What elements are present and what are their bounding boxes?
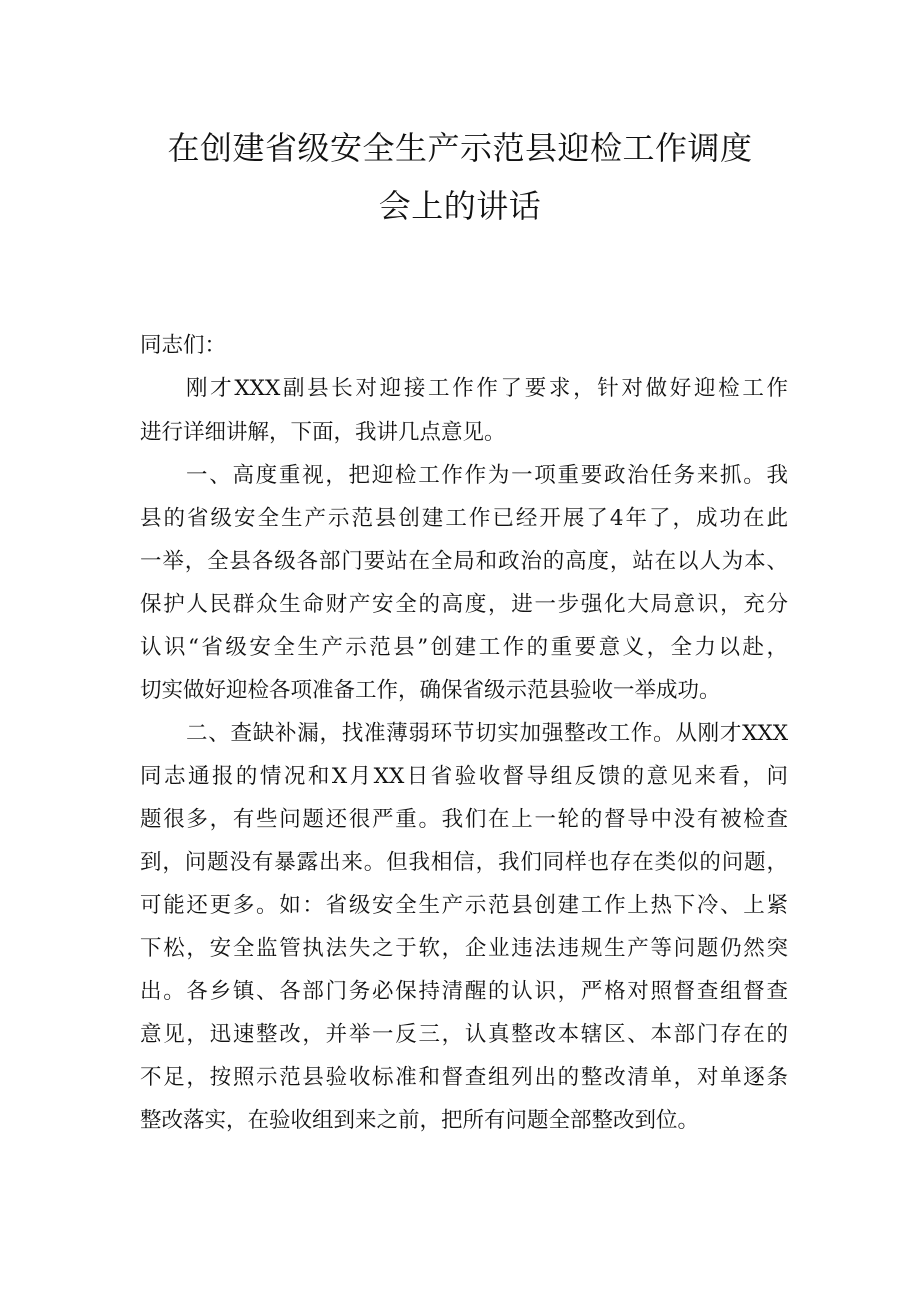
paragraph-line: 保护人民群众生命财产安全的高度，进一步强化大局意识，充分 (140, 592, 788, 617)
title-line-2: 会上的讲话 (378, 187, 542, 225)
paragraph-line: 题很多，有些问题还很严重。我们在上一轮的督导中没有被检查 (140, 807, 788, 832)
paragraph-line: 县的省级安全生产示范县创建工作已经开展了4年了，成功在此 (140, 506, 788, 531)
paragraph-line: 一举，全县各级各部门要站在全局和政治的高度，站在以人为本、 (140, 549, 788, 574)
salutation: 同志们： (140, 333, 227, 358)
paragraph-line: 整改落实，在验收组到来之前，把所有问题全部整改到位。 (140, 1108, 700, 1133)
paragraph-line: 一、高度重视，把迎检工作作为一项重要政治任务来抓。我 (186, 463, 788, 488)
title-line-1: 在创建省级安全生产示范县迎检工作调度 (167, 129, 753, 167)
paragraph-line: 进行详细讲解，下面，我讲几点意见。 (140, 420, 506, 445)
paragraph-line: 意见，迅速整改，并举一反三，认真整改本辖区、本部门存在的 (140, 1022, 788, 1047)
paragraph-line: 刚才XXX副县长对迎接工作作了要求，针对做好迎检工作 (186, 376, 788, 401)
paragraph-line: 二、查缺补漏，找准薄弱环节切实加强整改工作。从刚才XXX (186, 721, 788, 746)
paragraph-line: 不足，按照示范县验收标准和督查组列出的整改清单，对单逐条 (140, 1065, 788, 1090)
paragraph-line: 切实做好迎检各项准备工作，确保省级示范县验收一举成功。 (140, 678, 721, 703)
paragraph-line: 下松，安全监管执法失之于软，企业违法违规生产等问题仍然突 (140, 936, 788, 961)
paragraph-line: 认识“省级安全生产示范县”创建工作的重要意义，全力以赴， (140, 635, 788, 660)
paragraph-line: 可能还更多。如：省级安全生产示范县创建工作上热下冷、上紧 (140, 893, 788, 918)
paragraph-line: 同志通报的情况和X月XX日省验收督导组反馈的意见来看，问 (140, 764, 788, 789)
paragraph-line: 出。各乡镇、各部门务必保持清醒的认识，严格对照督查组督查 (140, 979, 788, 1004)
paragraph-line: 到，问题没有暴露出来。但我相信，我们同样也存在类似的问题， (140, 850, 788, 875)
